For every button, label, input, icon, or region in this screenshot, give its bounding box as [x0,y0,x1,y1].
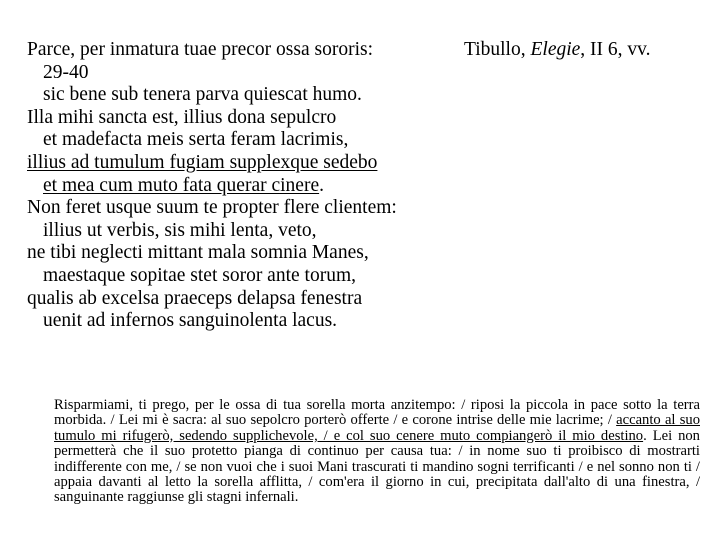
reference-rest: , II 6, vv. [580,39,651,60]
poem-line-underlined: et mea cum muto fata querar cinere [43,174,320,196]
poem-line: ne tibi neglecti mittant mala somnia Manes, [27,242,369,264]
reference-verses: 29-40 [43,61,89,83]
translation-part-2: . Lei non permetterà che il suo protetto pianga di continuo per causa tua: / in nome suo ti proibisco di mostrarti indifferente con me, / se non vuoi che i suoi Mani trascurati ti mandino sogni terrificanti / e nel sonno non ti / appaia davanti al letto la sorella afflitta, / com'era il giorno in cui, precipitata dall'alto di una finestra, / sanguinante raggiunse gli stagni infernali. [54,427,700,506]
poem-line: et madefacta meis serta feram lacrimis, [43,129,349,151]
poem-line: Parce, per inmatura tuae precor ossa sororis: [27,39,373,60]
source-reference [464,39,651,62]
poem-line-period: . [319,174,324,196]
poem-line: qualis ab excelsa praeceps delapsa fenestra [27,287,363,309]
translation-part-1: Risparmiami, ti prego, per le ossa di tua sorella morta anzitempo: / riposi la piccola in pace sotto la terra morbida. / Lei mi è sacra: al suo sepolcro porterò offerte / e corone intrise delle mie lacrime; / [54,397,700,429]
reference-work: Elegie [530,39,581,60]
poem-line: sic bene sub tenera parva quiescat humo. [43,84,362,106]
italian-translation [54,398,700,506]
poem-line: Non feret usque suum te propter flere clientem: [27,197,397,219]
poem-line: maestaque sopitae stet soror ante torum, [43,264,356,286]
poem-line [27,175,467,198]
poem-line-underlined: illius ad tumulum fugiam supplexque sedebo [27,151,378,173]
poem-line: uenit ad infernos sanguinolenta lacus. [43,310,338,332]
latin-poem [27,39,467,333]
reference-author: Tibullo, [464,39,531,60]
poem-line: illius ut verbis, sis mihi lenta, veto, [43,219,317,241]
translation-underlined: accanto al suo tumulo mi rifugerò, sedendo supplichevole, / e col suo cenere muto compiangerò il mio destino [54,412,700,444]
poem-line: Illa mihi sancta est, illius dona sepulcro [27,106,337,128]
